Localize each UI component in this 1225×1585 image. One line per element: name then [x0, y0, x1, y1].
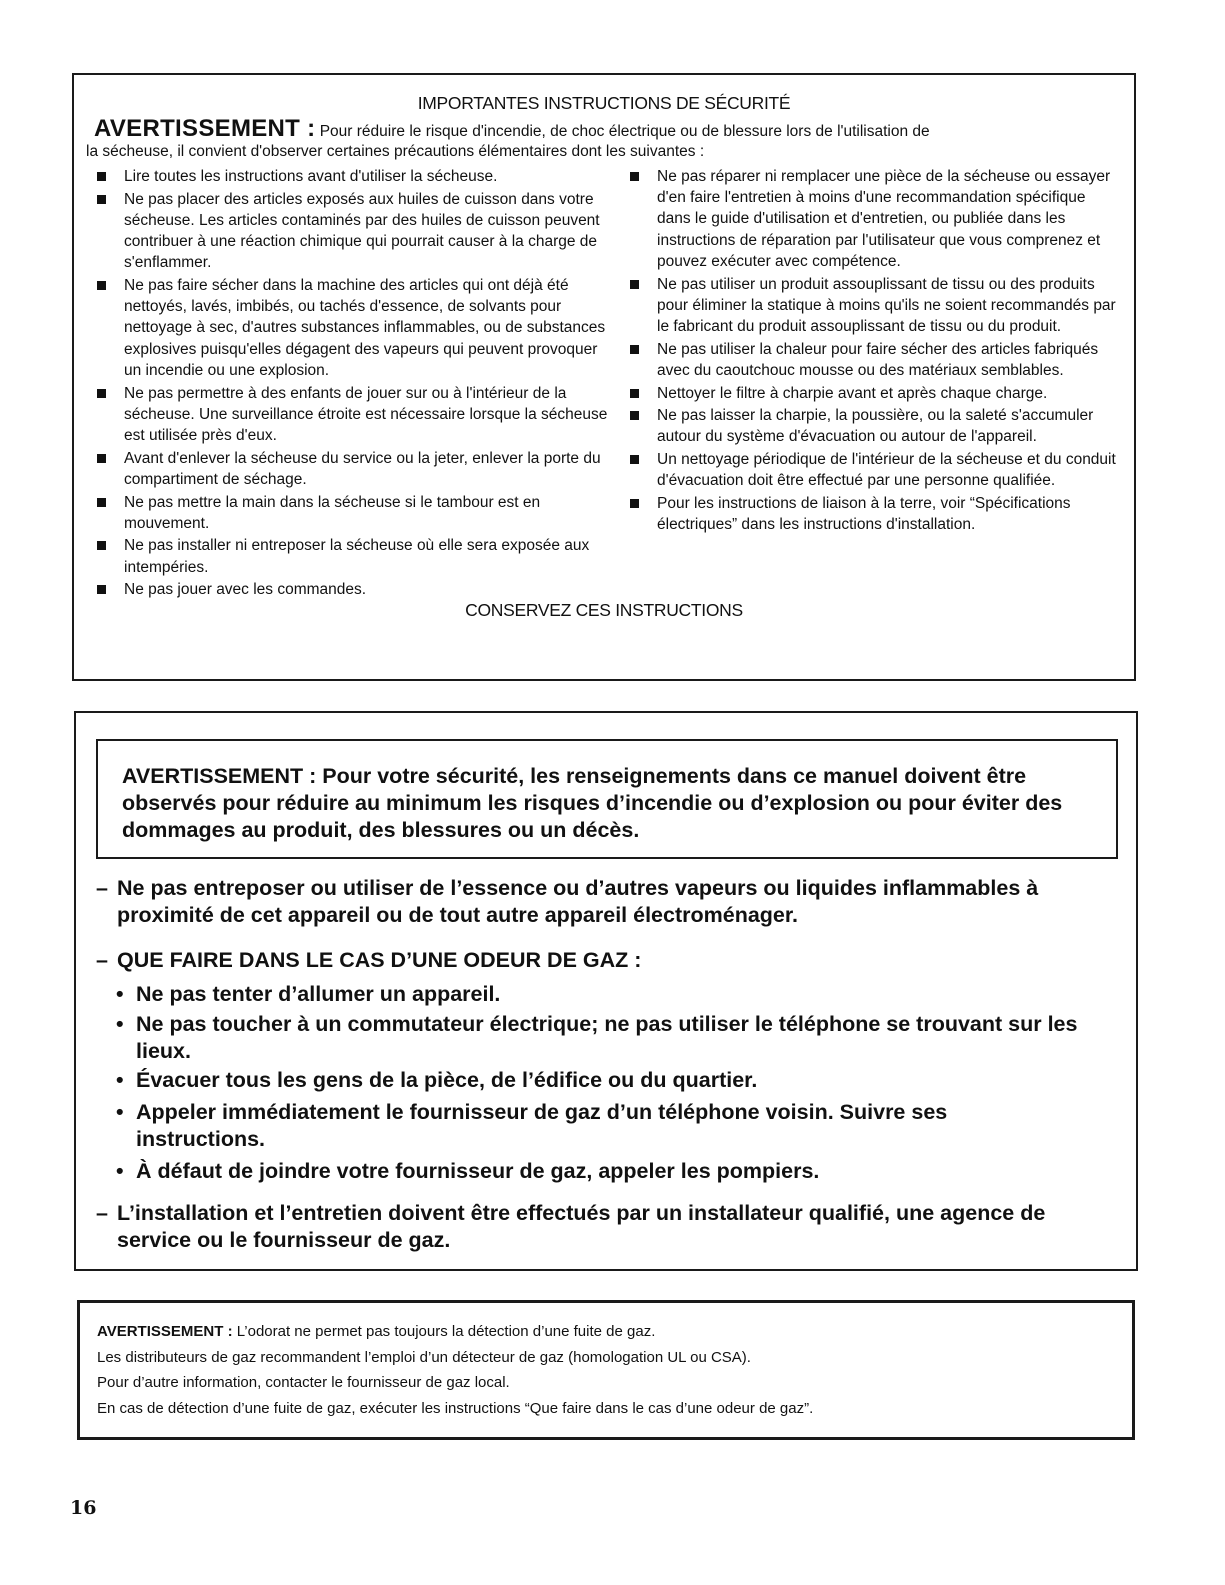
gas-odor-heading-text: QUE FAIRE DANS LE CAS D’UNE ODEUR DE GAZ : — [117, 948, 642, 972]
dash-marker: – — [96, 1201, 108, 1225]
gas-item-storage-text: Ne pas entreposer ou utiliser de l’essence ou d’autres vapeurs ou liquides inflammables à proximité de cet appareil ou de tout autre appareil électroménager. — [117, 876, 1039, 927]
safety-list-right — [619, 166, 1119, 602]
gas-bullet — [116, 1158, 1106, 1185]
detector-line1-text: L’odorat ne permet pas toujours la détection d’une fuite de gaz. — [236, 1323, 656, 1340]
gas-bullet-text: Ne pas toucher à un commutateur électrique; ne pas utiliser le téléphone se trouvant sur les lieux. — [136, 1012, 1078, 1063]
detector-line — [97, 1319, 1132, 1345]
safety-warning — [94, 115, 1122, 142]
save-instructions-footer: CONSERVEZ CES INSTRUCTIONS — [465, 600, 743, 621]
bullet-marker: • — [116, 1012, 124, 1036]
list-item: Ne pas laisser la charpie, la poussière, ou la saleté s'accumuler autour du système d'évacuation ou autour de l'appareil. — [619, 405, 1119, 447]
gas-bullet-text: À défaut de joindre votre fournisseur de gaz, appeler les pompiers. — [136, 1159, 820, 1183]
gas-inner-warning: AVERTISSEMENT : Pour votre sécurité, les renseignements dans ce manuel doivent être observés pour réduire au minimum les risques d’incendie ou d’explosion ou pour éviter des dommages au produit, des blessures ou un décès. — [96, 739, 1118, 859]
list-item: Ne pas jouer avec les commandes. — [86, 579, 616, 600]
gas-bullet — [116, 1099, 1056, 1153]
safety-title: IMPORTANTES INSTRUCTIONS DE SÉCURITÉ — [417, 93, 791, 113]
gas-bullet-text: Évacuer tous les gens de la pièce, de l’édifice ou du quartier. — [136, 1068, 758, 1092]
gas-item-installation-text: L’installation et l’entretien doivent être effectués par un installateur qualifié, une agence de service ou le fournisseur de gaz. — [117, 1201, 1046, 1252]
safety-warning-text: Pour réduire le risque d'incendie, de choc électrique ou de blessure lors de l'utilisation de — [319, 123, 930, 140]
list-item: Ne pas utiliser un produit assouplissant de tissu ou des produits pour éliminer la statique à moins qu'ils ne soient recommandés par le fabricant du produit assouplissant de tissu ou du produit. — [619, 274, 1119, 338]
gas-item-odor-heading — [96, 947, 1096, 974]
bullet-marker: • — [116, 982, 124, 1006]
gas-item-storage — [96, 875, 1096, 929]
detector-line: Pour d’autre information, contacter le fournisseur de gaz local. — [97, 1374, 510, 1391]
list-item: Ne pas utiliser la chaleur pour faire sécher des articles fabriqués avec du caoutchouc mousse ou des matériaux semblables. — [619, 339, 1119, 381]
list-item: Ne pas faire sécher dans la machine des articles qui ont déjà été nettoyés, lavés, imbibés, ou tachés d'essence, de solvants pour nettoyage à sec, d'autres substances inflammables, ou de substances explosives puisqu'elles dégagent des vapeurs qui peuvent provoquer un incendie ou une explosion. — [86, 275, 616, 381]
gas-bullet — [116, 981, 1106, 1008]
dash-marker: – — [96, 876, 108, 900]
bullet-marker: • — [116, 1068, 124, 1092]
bullet-marker: • — [116, 1159, 124, 1183]
gas-bullet-text: Ne pas tenter d’allumer un appareil. — [136, 982, 501, 1006]
safety-warning-label: AVERTISSEMENT : — [94, 115, 316, 142]
gas-bullet — [116, 1067, 1106, 1094]
list-item: Ne pas permettre à des enfants de jouer sur ou à l'intérieur de la sécheuse. Une surveillance étroite est nécessaire lorsque la sécheuse est utilisée près d'eux. — [86, 383, 616, 447]
gas-warning-box — [74, 711, 1138, 1271]
detector-label: AVERTISSEMENT : — [97, 1323, 233, 1340]
safety-list-left — [86, 166, 616, 602]
safety-instructions-box — [72, 73, 1136, 681]
gas-item-installation — [96, 1200, 1056, 1254]
list-item: Ne pas placer des articles exposés aux huiles de cuisson dans votre sécheuse. Les articles contaminés par des huiles de cuisson peuvent contribuer à une réaction chimique qui pourrait causer à la charge de s'enflammer. — [86, 189, 616, 274]
detector-line: Les distributeurs de gaz recommandent l’emploi d’un détecteur de gaz (homologation UL ou CSA). — [97, 1348, 751, 1366]
gas-detector-box — [77, 1300, 1135, 1440]
list-item: Avant d'enlever la sécheuse du service ou la jeter, enlever la porte du compartiment de séchage. — [86, 448, 616, 490]
list-item: Pour les instructions de liaison à la terre, voir “Spécifications électriques” dans les instructions d'installation. — [619, 493, 1119, 535]
list-item: Nettoyer le filtre à charpie avant et après chaque charge. — [619, 383, 1119, 404]
bullet-marker: • — [116, 1100, 124, 1124]
list-item: Ne pas mettre la main dans la sécheuse si le tambour est en mouvement. — [86, 492, 616, 534]
list-item: Un nettoyage périodique de l'intérieur de la sécheuse et du conduit d'évacuation doit être effectué par une personne qualifiée. — [619, 449, 1119, 491]
list-item: Lire toutes les instructions avant d'utiliser la sécheuse. — [86, 166, 616, 187]
gas-bullet — [116, 1011, 1106, 1065]
dash-marker: – — [96, 948, 108, 972]
page-number: 16 — [70, 1497, 97, 1519]
list-item: Ne pas réparer ni remplacer une pièce de la sécheuse ou essayer d'en faire l'entretien à moins d'une recommandation spécifique dans le guide d'utilisation et d'entretien, ou publiée dans les instructions de réparation par l'utilisateur que vous comprenez et pouvez exécuter avec compétence. — [619, 166, 1119, 272]
gas-bullet-text: Appeler immédiatement le fournisseur de gaz d’un téléphone voisin. Suivre ses instructions. — [136, 1100, 948, 1151]
safety-warning-continuation: la sécheuse, il convient d'observer certaines précautions élémentaires dont les suivantes : — [86, 143, 705, 160]
list-item: Ne pas installer ni entreposer la sécheuse où elle sera exposée aux intempéries. — [86, 535, 616, 577]
safety-columns — [86, 166, 1122, 602]
detector-line: En cas de détection d’une fuite de gaz, exécuter les instructions “Que faire dans le cas d’une odeur de gaz”. — [97, 1399, 814, 1417]
